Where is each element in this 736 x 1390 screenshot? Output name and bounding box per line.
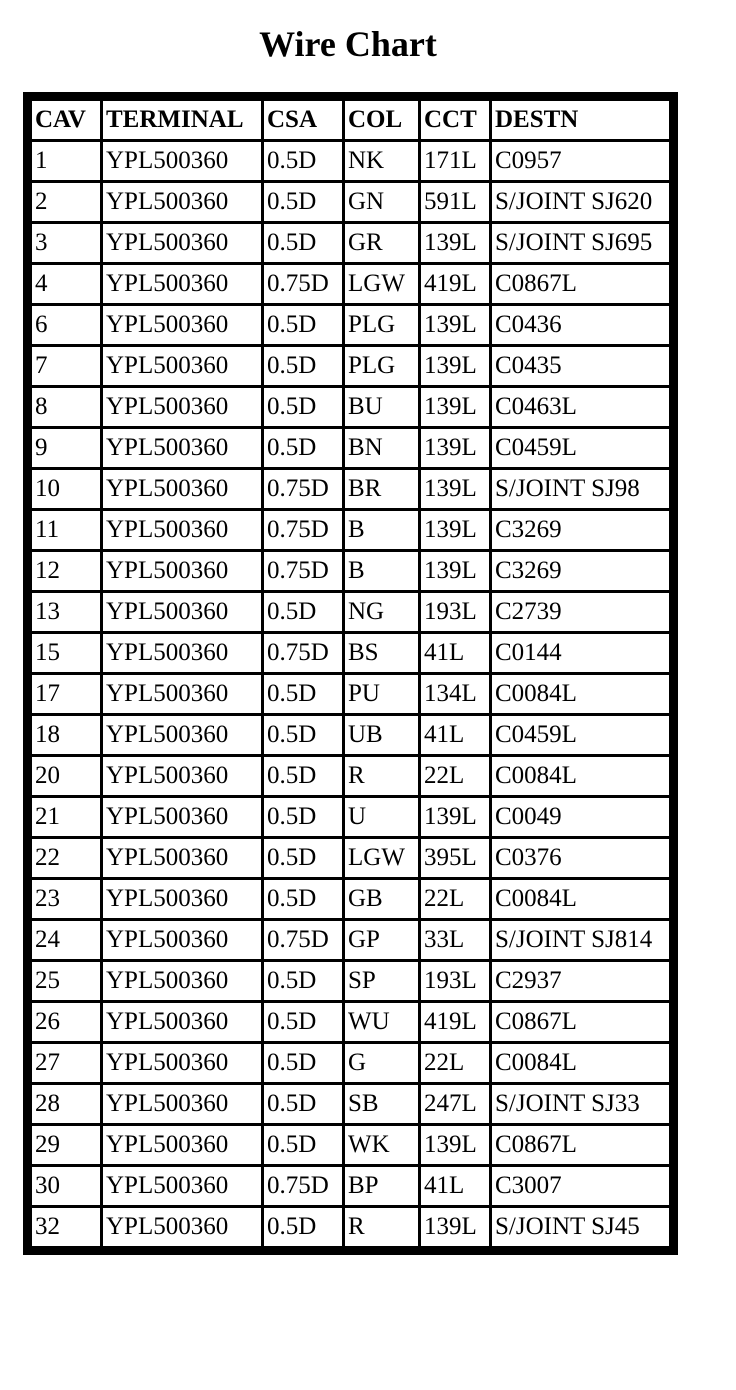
cell-cav: 9 xyxy=(32,429,100,467)
table-row xyxy=(32,306,669,344)
table-row xyxy=(32,1208,669,1246)
cell-cct: 419L xyxy=(421,265,489,303)
cell-csa: 0.75D xyxy=(264,552,342,590)
table-row xyxy=(32,142,669,180)
cell-destn: C0376 xyxy=(492,839,669,877)
cell-csa: 0.5D xyxy=(264,142,342,180)
cell-csa: 0.75D xyxy=(264,921,342,959)
cell-csa: 0.5D xyxy=(264,798,342,836)
cell-col: GP xyxy=(345,921,418,959)
cell-destn: C0459L xyxy=(492,716,669,754)
cell-csa: 0.5D xyxy=(264,839,342,877)
cell-csa: 0.5D xyxy=(264,183,342,221)
table-row xyxy=(32,757,669,795)
cell-terminal: YPL500360 xyxy=(103,429,261,467)
cell-col: GR xyxy=(345,224,418,262)
cell-col: GB xyxy=(345,880,418,918)
cell-cct: 395L xyxy=(421,839,489,877)
cell-csa: 0.75D xyxy=(264,1167,342,1205)
table-row xyxy=(32,470,669,508)
cell-cav: 18 xyxy=(32,716,100,754)
cell-cct: 22L xyxy=(421,1044,489,1082)
page-title: Wire Chart xyxy=(259,24,437,64)
table-row xyxy=(32,265,669,303)
cell-cav: 29 xyxy=(32,1126,100,1164)
cell-destn: S/JOINT SJ620 xyxy=(492,183,669,221)
cell-cct: 139L xyxy=(421,511,489,549)
table-row xyxy=(32,1126,669,1164)
cell-col: UB xyxy=(345,716,418,754)
cell-cav: 2 xyxy=(32,183,100,221)
cell-terminal: YPL500360 xyxy=(103,962,261,1000)
cell-terminal: YPL500360 xyxy=(103,306,261,344)
cell-terminal: YPL500360 xyxy=(103,1085,261,1123)
cell-col: NK xyxy=(345,142,418,180)
cell-cct: 193L xyxy=(421,593,489,631)
cell-cav: 10 xyxy=(32,470,100,508)
cell-csa: 0.5D xyxy=(264,1085,342,1123)
cell-cct: 419L xyxy=(421,1003,489,1041)
column-header-terminal: TERMINAL xyxy=(103,101,261,139)
cell-cav: 27 xyxy=(32,1044,100,1082)
cell-destn: C0084L xyxy=(492,757,669,795)
cell-col: WU xyxy=(345,1003,418,1041)
cell-col: PU xyxy=(345,675,418,713)
cell-cct: 171L xyxy=(421,142,489,180)
cell-cct: 139L xyxy=(421,470,489,508)
cell-destn: C0084L xyxy=(492,675,669,713)
cell-cav: 3 xyxy=(32,224,100,262)
table-row xyxy=(32,880,669,918)
cell-destn: C2739 xyxy=(492,593,669,631)
cell-terminal: YPL500360 xyxy=(103,183,261,221)
cell-terminal: YPL500360 xyxy=(103,1208,261,1246)
cell-cav: 26 xyxy=(32,1003,100,1041)
column-header-col: COL xyxy=(345,101,418,139)
cell-cct: 41L xyxy=(421,1167,489,1205)
cell-terminal: YPL500360 xyxy=(103,798,261,836)
cell-csa: 0.5D xyxy=(264,675,342,713)
cell-cct: 139L xyxy=(421,429,489,467)
cell-cct: 139L xyxy=(421,798,489,836)
cell-cav: 21 xyxy=(32,798,100,836)
cell-col: WK xyxy=(345,1126,418,1164)
cell-cav: 23 xyxy=(32,880,100,918)
cell-terminal: YPL500360 xyxy=(103,839,261,877)
cell-col: B xyxy=(345,511,418,549)
cell-cct: 41L xyxy=(421,634,489,672)
cell-destn: C0867L xyxy=(492,1126,669,1164)
table-row xyxy=(32,1003,669,1041)
cell-cct: 139L xyxy=(421,1208,489,1246)
cell-cct: 139L xyxy=(421,306,489,344)
cell-terminal: YPL500360 xyxy=(103,1167,261,1205)
cell-cct: 139L xyxy=(421,224,489,262)
cell-cav: 7 xyxy=(32,347,100,385)
cell-cav: 24 xyxy=(32,921,100,959)
table-row xyxy=(32,224,669,262)
table-row xyxy=(32,798,669,836)
cell-terminal: YPL500360 xyxy=(103,675,261,713)
cell-terminal: YPL500360 xyxy=(103,1003,261,1041)
cell-destn: C0957 xyxy=(492,142,669,180)
cell-destn: C0867L xyxy=(492,265,669,303)
table-row xyxy=(32,716,669,754)
cell-terminal: YPL500360 xyxy=(103,1126,261,1164)
table-row xyxy=(32,552,669,590)
table-row xyxy=(32,634,669,672)
cell-cct: 591L xyxy=(421,183,489,221)
cell-destn: S/JOINT SJ98 xyxy=(492,470,669,508)
cell-terminal: YPL500360 xyxy=(103,388,261,426)
cell-cav: 20 xyxy=(32,757,100,795)
cell-terminal: YPL500360 xyxy=(103,757,261,795)
cell-cav: 30 xyxy=(32,1167,100,1205)
cell-col: LGW xyxy=(345,265,418,303)
cell-destn: C0459L xyxy=(492,429,669,467)
cell-col: SP xyxy=(345,962,418,1000)
cell-destn: C0084L xyxy=(492,1044,669,1082)
cell-destn: C0436 xyxy=(492,306,669,344)
table-body xyxy=(32,142,669,1246)
cell-destn: S/JOINT SJ814 xyxy=(492,921,669,959)
cell-cct: 41L xyxy=(421,716,489,754)
cell-csa: 0.5D xyxy=(264,1003,342,1041)
cell-col: BP xyxy=(345,1167,418,1205)
cell-csa: 0.75D xyxy=(264,511,342,549)
cell-col: U xyxy=(345,798,418,836)
cell-col: BU xyxy=(345,388,418,426)
cell-terminal: YPL500360 xyxy=(103,265,261,303)
cell-col: R xyxy=(345,1208,418,1246)
cell-terminal: YPL500360 xyxy=(103,634,261,672)
cell-terminal: YPL500360 xyxy=(103,224,261,262)
cell-col: BN xyxy=(345,429,418,467)
cell-destn: C0084L xyxy=(492,880,669,918)
cell-csa: 0.5D xyxy=(264,1044,342,1082)
cell-cav: 28 xyxy=(32,1085,100,1123)
cell-csa: 0.75D xyxy=(264,470,342,508)
cell-csa: 0.5D xyxy=(264,224,342,262)
table-row xyxy=(32,1167,669,1205)
cell-col: GN xyxy=(345,183,418,221)
table-row xyxy=(32,388,669,426)
cell-terminal: YPL500360 xyxy=(103,593,261,631)
cell-cct: 247L xyxy=(421,1085,489,1123)
table-row xyxy=(32,511,669,549)
cell-cct: 139L xyxy=(421,347,489,385)
cell-destn: C3007 xyxy=(492,1167,669,1205)
cell-terminal: YPL500360 xyxy=(103,552,261,590)
cell-destn: C2937 xyxy=(492,962,669,1000)
cell-csa: 0.75D xyxy=(264,265,342,303)
cell-cav: 8 xyxy=(32,388,100,426)
cell-destn: C3269 xyxy=(492,552,669,590)
table-row xyxy=(32,962,669,1000)
table-row xyxy=(32,1044,669,1082)
cell-destn: C0435 xyxy=(492,347,669,385)
cell-cct: 22L xyxy=(421,757,489,795)
cell-terminal: YPL500360 xyxy=(103,511,261,549)
cell-col: BS xyxy=(345,634,418,672)
cell-col: R xyxy=(345,757,418,795)
cell-destn: S/JOINT SJ695 xyxy=(492,224,669,262)
table-row xyxy=(32,593,669,631)
cell-cav: 32 xyxy=(32,1208,100,1246)
wire-chart-table xyxy=(23,92,678,1255)
table-row xyxy=(32,921,669,959)
cell-destn: C0049 xyxy=(492,798,669,836)
cell-terminal: YPL500360 xyxy=(103,921,261,959)
cell-destn: C0867L xyxy=(492,1003,669,1041)
table-header-row xyxy=(32,101,669,139)
table-row xyxy=(32,1085,669,1123)
cell-col: NG xyxy=(345,593,418,631)
cell-destn: S/JOINT SJ33 xyxy=(492,1085,669,1123)
cell-destn: S/JOINT SJ45 xyxy=(492,1208,669,1246)
cell-destn: C0144 xyxy=(492,634,669,672)
cell-terminal: YPL500360 xyxy=(103,880,261,918)
table-row xyxy=(32,347,669,385)
cell-cav: 11 xyxy=(32,511,100,549)
cell-cav: 17 xyxy=(32,675,100,713)
cell-destn: C3269 xyxy=(492,511,669,549)
cell-cav: 4 xyxy=(32,265,100,303)
cell-destn: C0463L xyxy=(492,388,669,426)
cell-csa: 0.5D xyxy=(264,880,342,918)
cell-csa: 0.5D xyxy=(264,1208,342,1246)
cell-cav: 22 xyxy=(32,839,100,877)
cell-col: SB xyxy=(345,1085,418,1123)
cell-cav: 1 xyxy=(32,142,100,180)
cell-terminal: YPL500360 xyxy=(103,470,261,508)
cell-cav: 15 xyxy=(32,634,100,672)
cell-csa: 0.5D xyxy=(264,306,342,344)
cell-col: B xyxy=(345,552,418,590)
cell-csa: 0.5D xyxy=(264,716,342,754)
cell-csa: 0.5D xyxy=(264,347,342,385)
column-header-cav: CAV xyxy=(32,101,100,139)
cell-terminal: YPL500360 xyxy=(103,142,261,180)
cell-col: PLG xyxy=(345,347,418,385)
cell-csa: 0.75D xyxy=(264,634,342,672)
cell-col: BR xyxy=(345,470,418,508)
cell-cav: 6 xyxy=(32,306,100,344)
cell-csa: 0.5D xyxy=(264,1126,342,1164)
column-header-cct: CCT xyxy=(421,101,489,139)
cell-col: LGW xyxy=(345,839,418,877)
table-row xyxy=(32,183,669,221)
cell-cct: 33L xyxy=(421,921,489,959)
table-row xyxy=(32,675,669,713)
cell-cct: 139L xyxy=(421,552,489,590)
cell-csa: 0.5D xyxy=(264,388,342,426)
table-row xyxy=(32,839,669,877)
cell-cav: 13 xyxy=(32,593,100,631)
column-header-csa: CSA xyxy=(264,101,342,139)
cell-csa: 0.5D xyxy=(264,757,342,795)
cell-terminal: YPL500360 xyxy=(103,716,261,754)
table-row xyxy=(32,429,669,467)
cell-csa: 0.5D xyxy=(264,593,342,631)
cell-cct: 193L xyxy=(421,962,489,1000)
cell-terminal: YPL500360 xyxy=(103,347,261,385)
cell-cct: 139L xyxy=(421,1126,489,1164)
column-header-destn: DESTN xyxy=(492,101,669,139)
cell-terminal: YPL500360 xyxy=(103,1044,261,1082)
cell-csa: 0.5D xyxy=(264,962,342,1000)
cell-cct: 139L xyxy=(421,388,489,426)
cell-csa: 0.5D xyxy=(264,429,342,467)
cell-col: PLG xyxy=(345,306,418,344)
cell-col: G xyxy=(345,1044,418,1082)
cell-cav: 25 xyxy=(32,962,100,1000)
cell-cct: 134L xyxy=(421,675,489,713)
cell-cct: 22L xyxy=(421,880,489,918)
cell-cav: 12 xyxy=(32,552,100,590)
